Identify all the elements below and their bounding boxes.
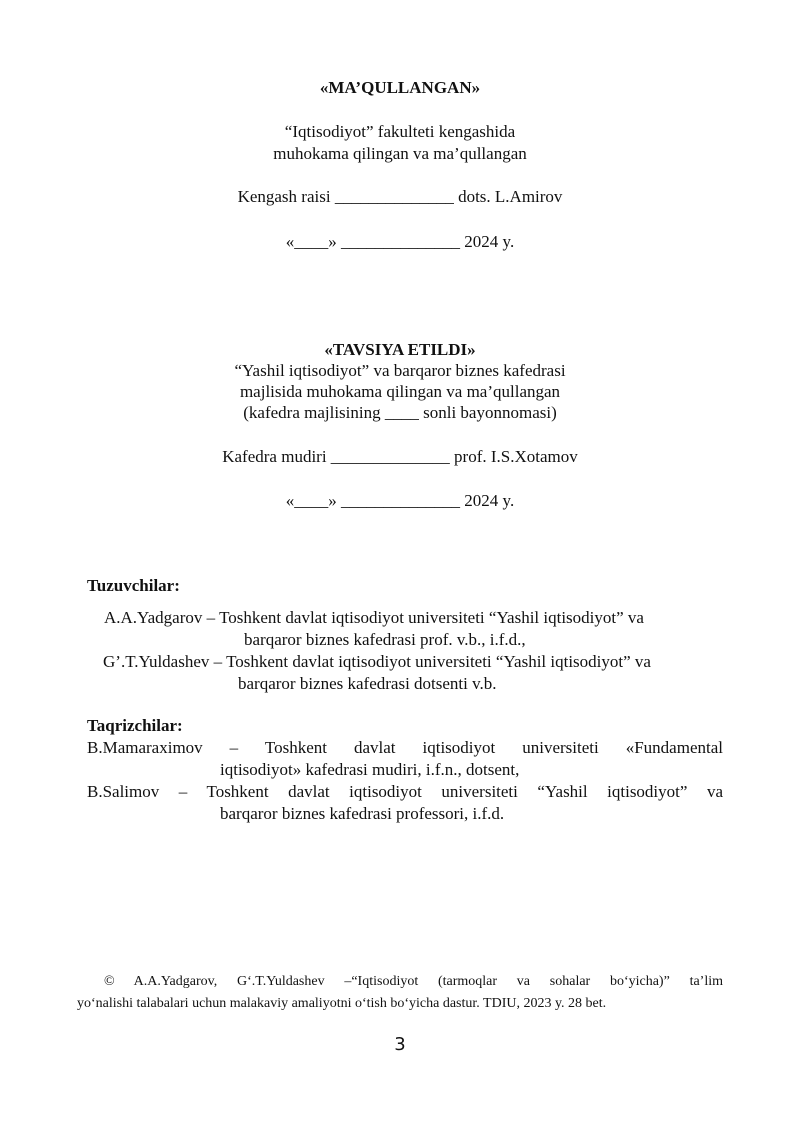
page-number: 3 (394, 1034, 406, 1055)
authors-heading: Tuzuvchilar: (87, 576, 180, 595)
approved-heading: «MA’QULLANGAN» (319, 78, 481, 97)
recommended-date: «____» ______________ 2024 y. (285, 491, 515, 510)
approved-chair-signature: Kengash raisi ______________ dots. L.Amirov (237, 187, 563, 206)
copyright-footnote-line-2: yo‘nalishi talabalari uchun malakaviy amaliyotni o‘tish bo‘yicha dastur. TDIU, 2023 y. 28 bet. (77, 996, 607, 1011)
reviewer-2-line-2: barqaror biznes kafedrasi professori, i.f.d. (220, 804, 505, 823)
recommended-heading: «TAVSIYA ETILDI» (324, 340, 476, 359)
reviewer-2-line-1: B.Salimov – Toshkent davlat iqtisodiyot universiteti “Yashil iqtisodiyot” va (87, 782, 723, 801)
reviewer-1-line-1: B.Mamaraximov – Toshkent davlat iqtisodiyot universiteti «Fundamental (87, 738, 723, 757)
author-1-line-2: barqaror biznes kafedrasi prof. v.b., i.f.d., (244, 630, 526, 649)
reviewer-1-line-2: iqtisodiyot» kafedrasi mudiri, i.f.n., dotsent, (220, 760, 520, 779)
recommended-line-3: (kafedra majlisining ____ sonli bayonnomasi) (243, 403, 557, 422)
recommended-line-1: “Yashil iqtisodiyot” va barqaror biznes kafedrasi (234, 361, 566, 380)
reviewers-heading: Taqrizchilar: (87, 716, 183, 735)
recommended-line-2: majlisida muhokama qilingan va ma’qullangan (239, 382, 561, 401)
approved-date: «____» ______________ 2024 y. (285, 232, 515, 251)
author-2-line-2: barqaror biznes kafedrasi dotsenti v.b. (238, 674, 497, 693)
approved-line-1: “Iqtisodiyot” fakulteti kengashida (284, 122, 516, 141)
copyright-footnote-line-1: © A.A.Yadgarov, G‘.T.Yuldashev –“Iqtisodiyot (tarmoqlar va sohalar bo‘yicha)” ta’lim (104, 974, 723, 989)
approved-line-2: muhokama qilingan va ma’qullangan (273, 144, 527, 163)
author-2-line-1: G’.T.Yuldashev – Toshkent davlat iqtisodiyot universiteti “Yashil iqtisodiyot” va (103, 652, 651, 671)
author-1-line-1: A.A.Yadgarov – Toshkent davlat iqtisodiyot universiteti “Yashil iqtisodiyot” va (104, 608, 644, 627)
recommended-head-signature: Kafedra mudiri ______________ prof. I.S.Xotamov (222, 447, 578, 466)
